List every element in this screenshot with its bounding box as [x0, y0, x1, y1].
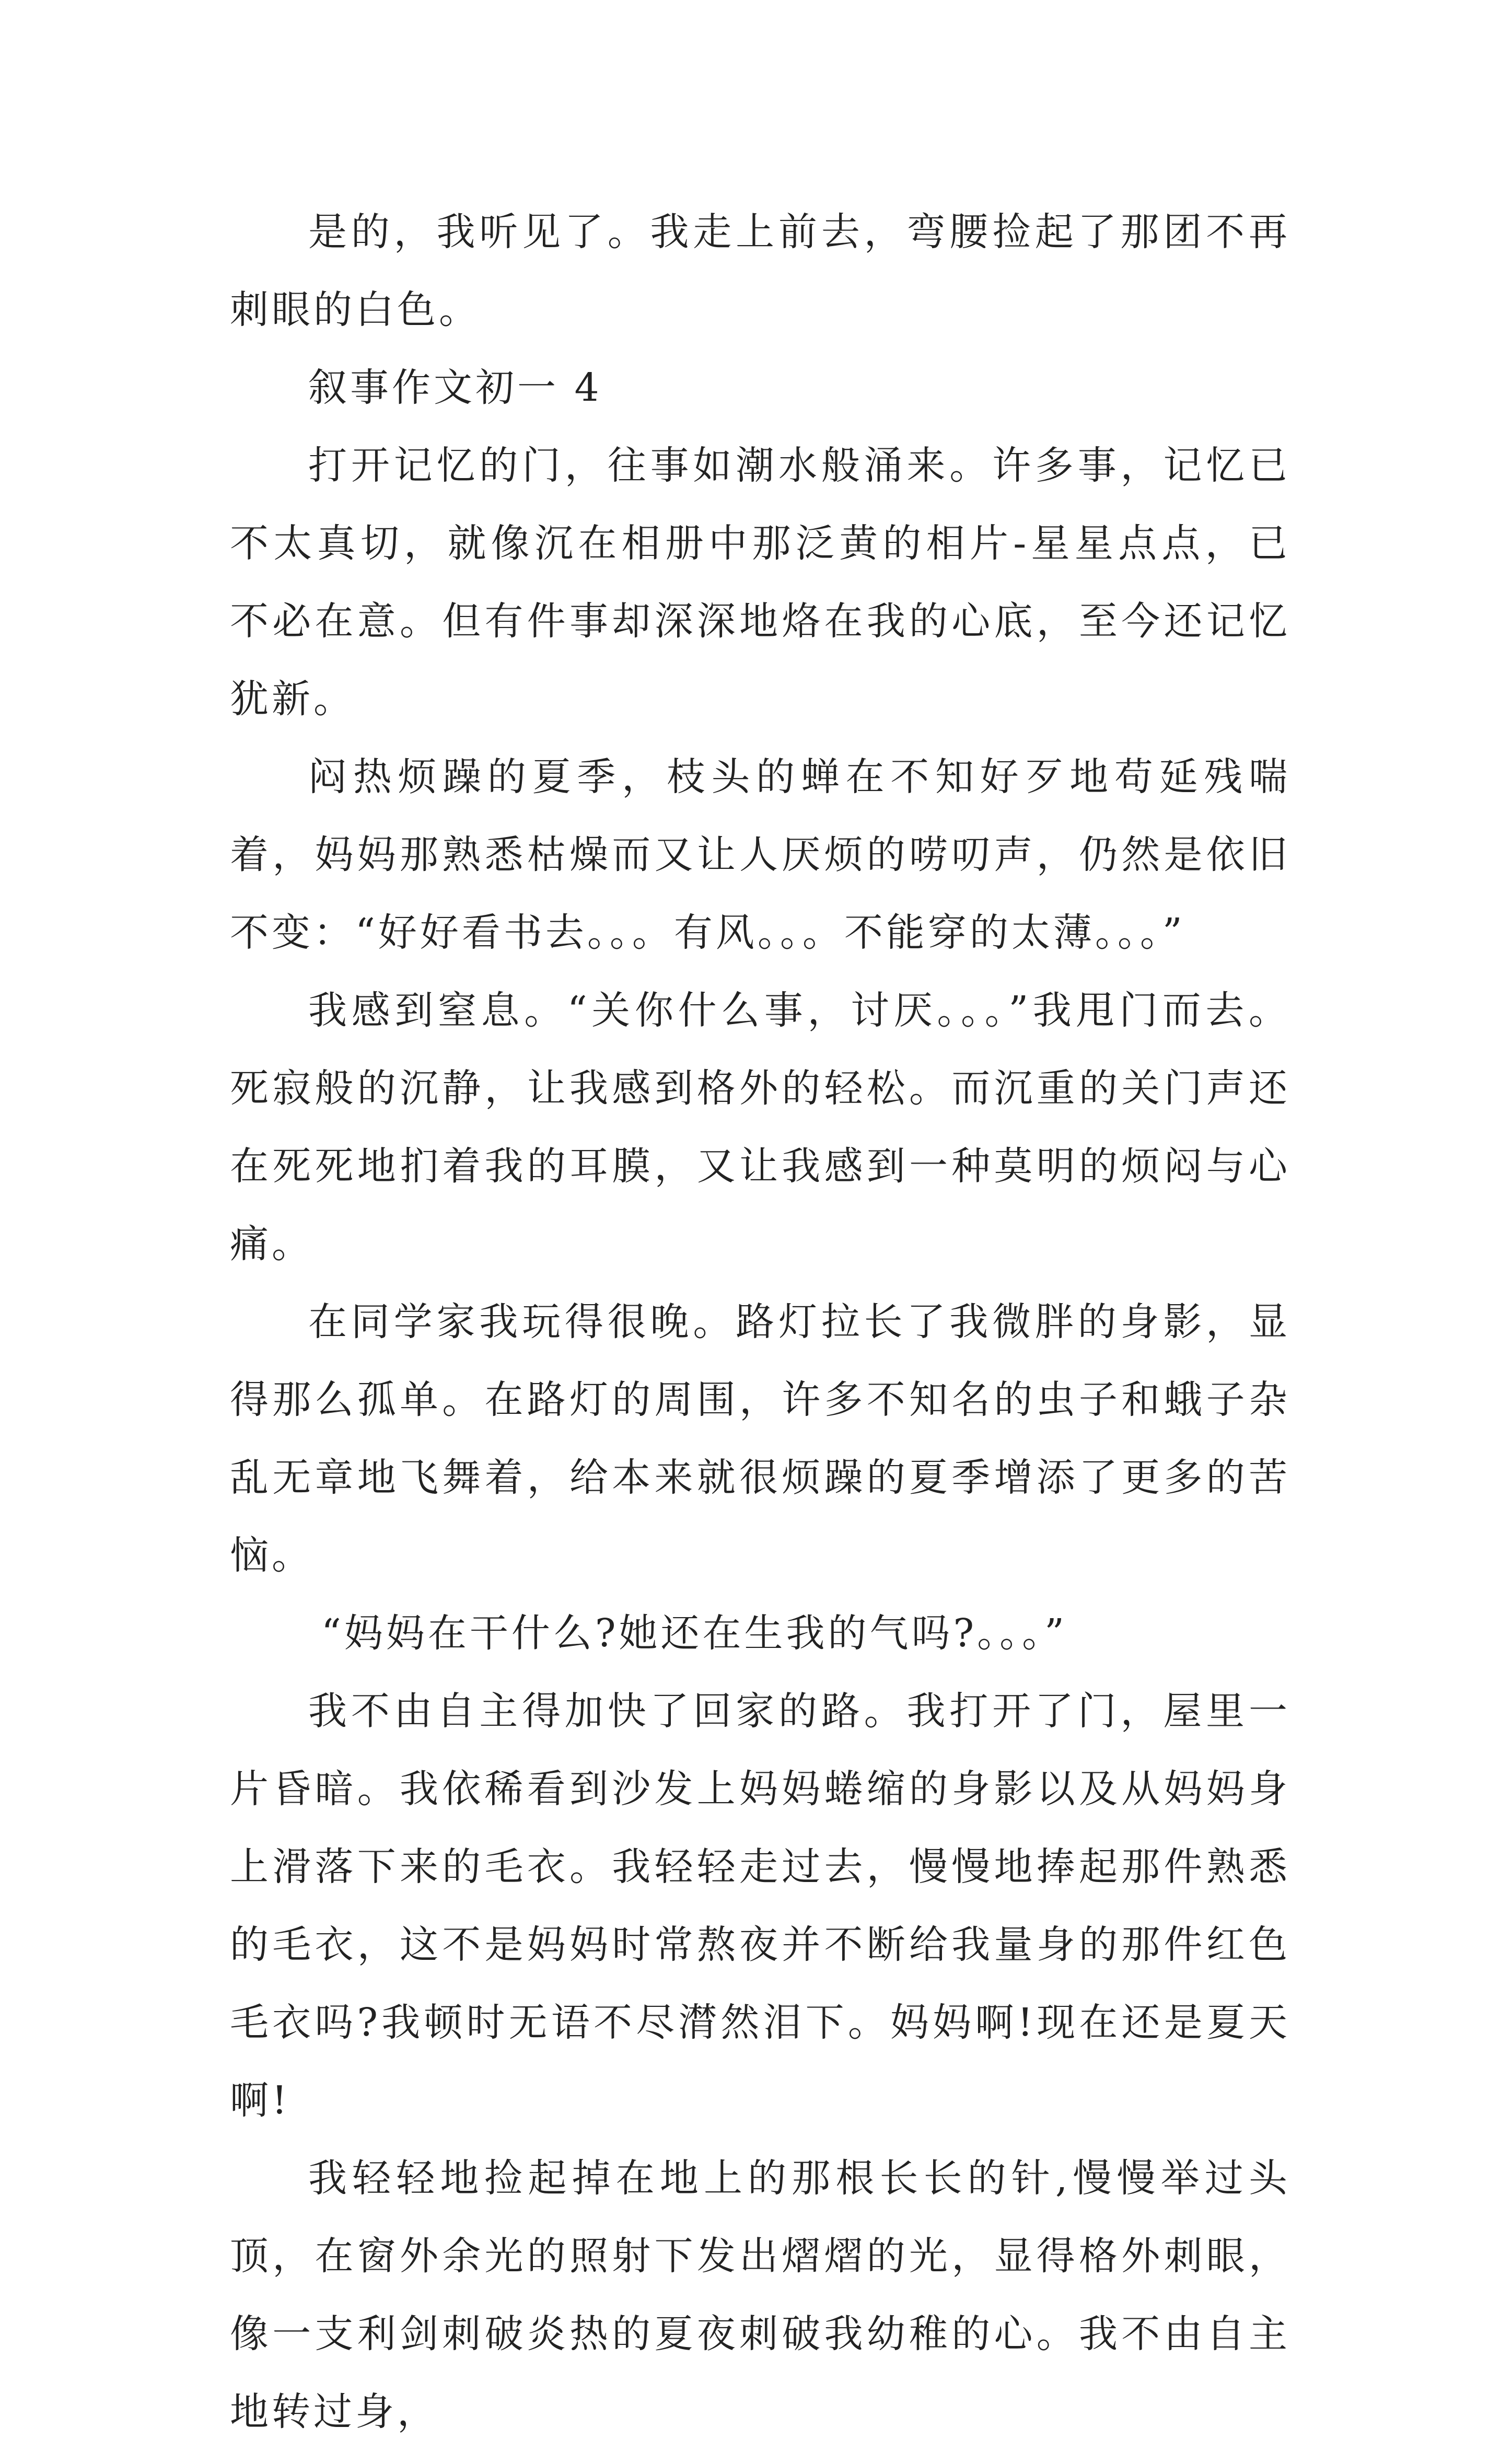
paragraph-4: 我感到窒息。“关你什么事，讨厌。。。”我甩门而去。死寂般的沉静，让我感到格外的轻松。而沉重的关门声还在死死地扪着我的耳膜，又让我感到一种莫明的烦闷与心痛。 — [230, 988, 1290, 1267]
document-body — [230, 193, 1290, 2451]
paragraph-8: 我轻轻地捡起掉在地上的那根长长的针,慢慢举过头顶，在窗外余光的照射下发出熠熠的光，显得格外刺眼，像一支利剑刺破炎热的夏夜刺破我幼稚的心。我不由自主地转过身， — [230, 2156, 1290, 2434]
section-heading: 叙事作文初一 4 — [308, 365, 602, 410]
paragraph-7: 我不由自主得加快了回家的路。我打开了门，屋里一片昏暗。我依稀看到沙发上妈妈蜷缩的身影以及从妈妈身上滑落下来的毛衣。我轻轻走过去，慢慢地捧起那件熟悉的毛衣，这不是妈妈时常熬夜并不断给我量身的那件红色毛衣吗?我顿时无语不尽潸然泪下。妈妈啊!现在还是夏天啊! — [230, 1689, 1290, 2123]
paragraph-2: 打开记忆的门，往事如潮水般涌来。许多事，记忆已不太真切，就像沉在相册中那泛黄的相片-星星点点，已不必在意。但有件事却深深地烙在我的心底，至今还记忆犹新。 — [230, 443, 1290, 722]
paragraph-6: “妈妈在干什么?她还在生我的气吗?。。。” — [321, 1611, 1068, 1656]
paragraph-3: 闷热烦躁的夏季，枝头的蝉在不知好歹地苟延残喘着，妈妈那熟悉枯燥而又让人厌烦的唠叨声，仍然是依旧不变：“好好看书去。。。有风。。。不能穿的太薄。。。” — [230, 754, 1290, 955]
paragraph-1: 是的，我听见了。我走上前去，弯腰捡起了那团不再刺眼的白色。 — [230, 210, 1290, 332]
paragraph-5: 在同学家我玩得很晚。路灯拉长了我微胖的身影，显得那么孤单。在路灯的周围，许多不知名的虫子和蛾子杂乱无章地飞舞着，给本来就很烦躁的夏季增添了更多的苦恼。 — [230, 1299, 1290, 1578]
